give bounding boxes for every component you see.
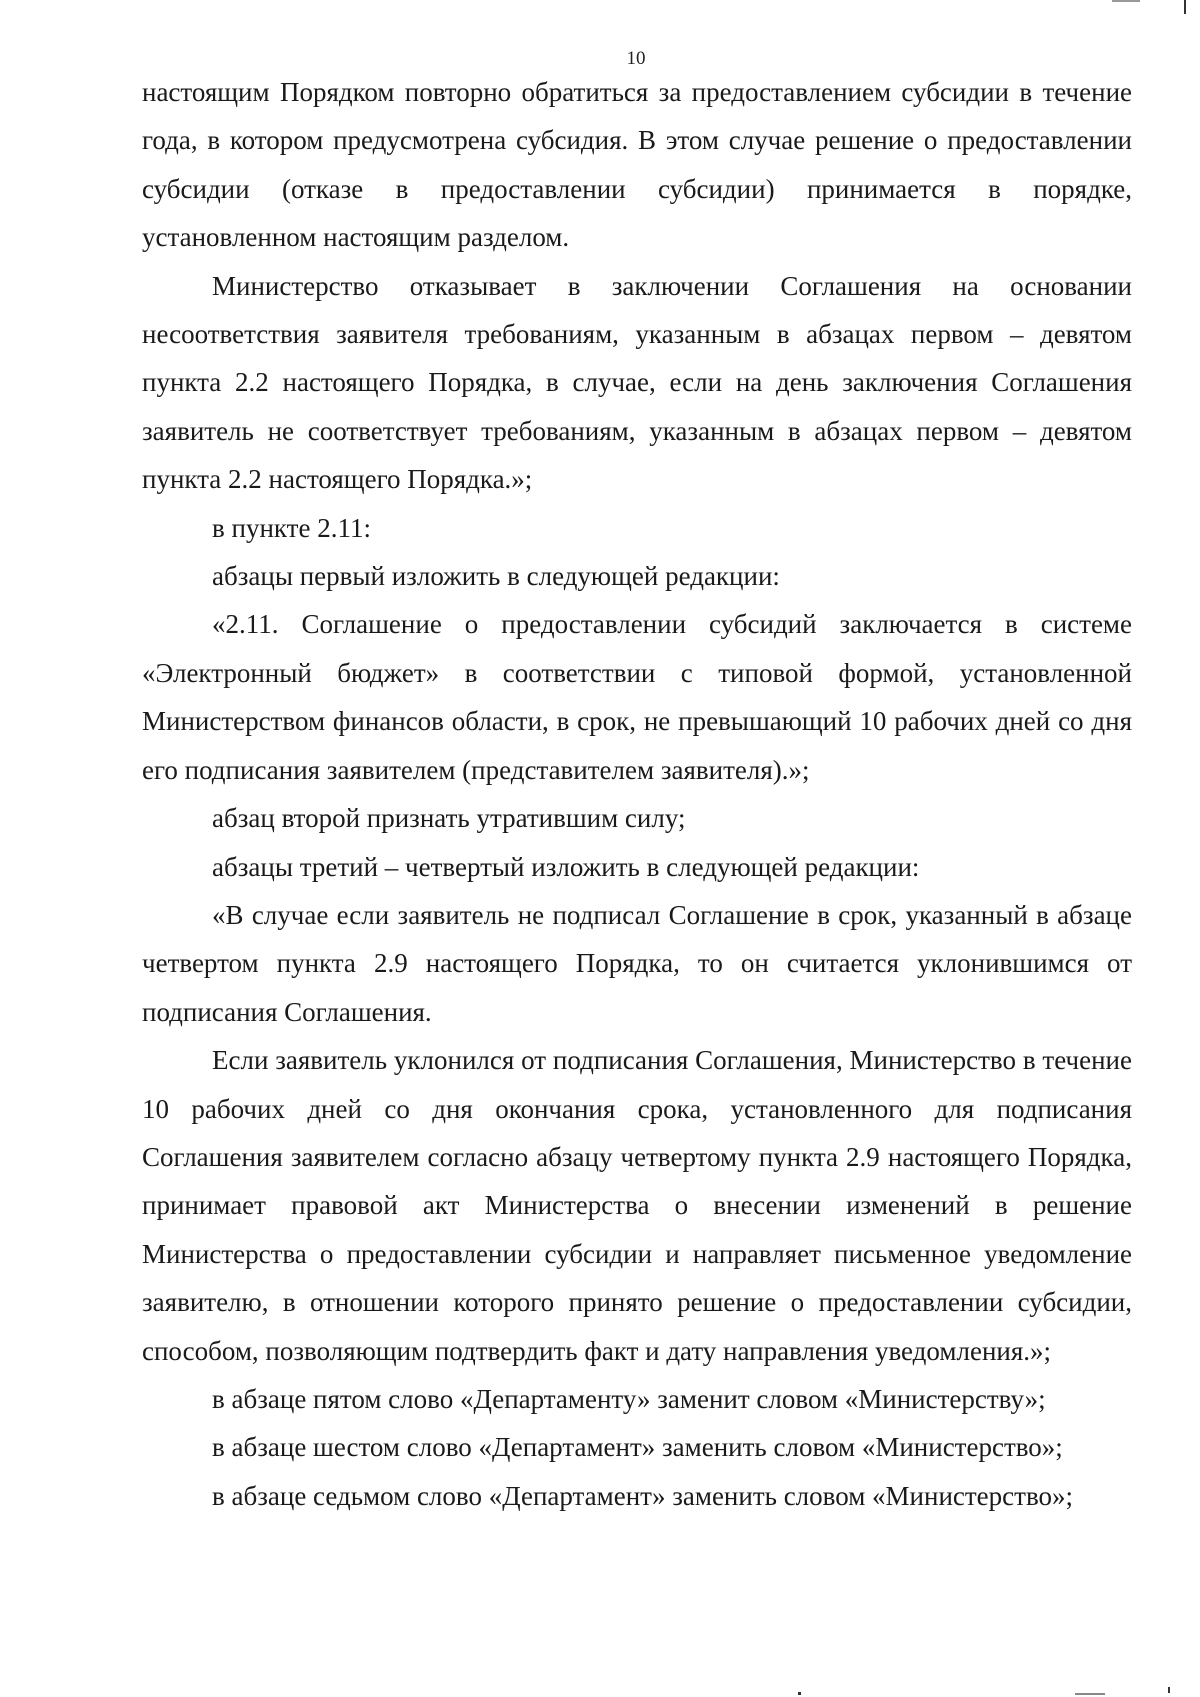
paragraph-continuation: настоящим Порядком повторно обратиться за предоставлением субсидии в течение года, в котором предусмотрена субсидия. В этом случае решение о предоставлении субсидии (отказе в предоставлении субсидии) принимается в порядке, установленном настоящим разделом. xyxy=(142,77,1132,253)
paragraph-second-abzac-repeal: абзац второй признать утратившим силу; xyxy=(212,803,686,834)
paragraph-evasion-consequence: Если заявитель уклонился от подписания Соглашения, Министерство в течение 10 рабочих дней со дня окончания срока, установленного для подписания Соглашения заявителем согласно абзацу четвертому пункта 2.9 настоящего Порядка, принимает правовой акт Министерства о внесении изменений в решение Министерства о предоставлении субсидии и направляет письменное уведомление заявителю, в отношении которого принято решение о предоставлении субсидии, способом, позволяющим подтвердить факт и дату направления уведомления.»; xyxy=(142,1045,1132,1366)
paragraph-first-abzac-instruction: абзацы первый изложить в следующей редакции: xyxy=(212,561,780,592)
paragraph-evasion-case: «В случае если заявитель не подписал Соглашение в срок, указанный в абзаце четвертом пункта 2.9 настоящего Порядка, то он считается уклонившимся от подписания Соглашения. xyxy=(142,899,1132,1027)
paragraph-third-fourth-instruction: абзацы третий – четвертый изложить в следующей редакции: xyxy=(212,851,920,882)
scan-artifact xyxy=(1184,0,1186,14)
scan-artifact xyxy=(1168,1687,1170,1693)
scan-artifact xyxy=(798,1692,801,1695)
paragraph-refusal-grounds: Министерство отказывает в заключении Соглашения на основании несоответствия заявителя требованиям, указанным в абзацах первом – девятом пункта 2.2 настоящего Порядка, в случае, если на день заключения Соглашения заявитель не соответствует требованиям, указанным в абзацах первом – девятом пункта 2.2 настоящего Порядка.»; xyxy=(142,270,1132,495)
document-text xyxy=(142,68,1132,1520)
page-number: 10 xyxy=(626,48,646,69)
paragraph-sixth-abzac-change: в абзаце шестом слово «Департамент» заменить словом «Министерство»; xyxy=(212,1432,1063,1463)
paragraph-fifth-abzac-change: в абзаце пятом слово «Департаменту» заменит словом «Министерству»; xyxy=(212,1383,1046,1414)
paragraph-item-2-11: в пункте 2.11: xyxy=(212,512,371,543)
scan-artifact xyxy=(1112,0,1140,2)
paragraph-2-11-new-text: «2.11. Соглашение о предоставлении субсидий заключается в системе «Электронный бюджет» в соответствии с типовой формой, установленной Министерством финансов области, в срок, не превышающий 10 рабочих дней со дня его подписания заявителем (представителем заявителя).»; xyxy=(142,609,1132,785)
paragraph-seventh-abzac-change: в абзаце седьмом слово «Департамент» заменить словом «Министерство»; xyxy=(212,1480,1074,1511)
scan-artifact xyxy=(1075,1693,1105,1695)
